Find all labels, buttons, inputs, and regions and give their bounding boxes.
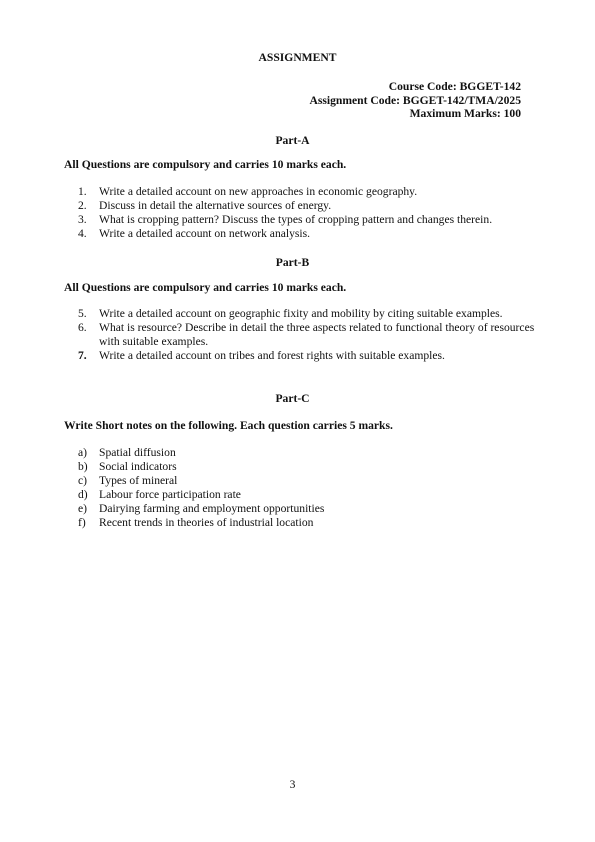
item-letter: e) bbox=[78, 502, 88, 515]
item-letter: b) bbox=[78, 460, 88, 473]
assignment-code: Assignment Code: BGGET-142/TMA/2025 bbox=[309, 93, 521, 107]
question-item bbox=[78, 227, 548, 241]
question-text: Write a detailed account on geographic fixity and mobility by citing suitable examples. bbox=[99, 307, 503, 320]
item-letter: d) bbox=[78, 488, 88, 501]
list-item bbox=[78, 446, 548, 460]
question-number: 1. bbox=[78, 185, 87, 198]
question-item bbox=[78, 213, 548, 227]
item-letter: f) bbox=[78, 516, 86, 529]
question-text: Write a detailed account on network analysis. bbox=[99, 227, 311, 240]
part-b-instruction: All Questions are compulsory and carries 10 marks each. bbox=[64, 281, 347, 294]
item-text: Recent trends in theories of industrial location bbox=[99, 516, 314, 529]
part-c-heading: Part-C bbox=[275, 392, 310, 405]
part-c-short-notes-list bbox=[78, 446, 548, 530]
question-number: 5. bbox=[78, 307, 87, 320]
question-text: Discuss in detail the alternative sources of energy. bbox=[99, 199, 332, 212]
list-item bbox=[78, 488, 548, 502]
question-number: 2. bbox=[78, 199, 87, 212]
question-item bbox=[78, 349, 548, 363]
question-text: What is resource? Describe in detail the three aspects related to functional theory of resources with suitable examples. bbox=[99, 321, 535, 348]
question-number: 4. bbox=[78, 227, 87, 240]
question-item bbox=[78, 199, 548, 213]
item-letter: a) bbox=[78, 446, 88, 459]
list-item bbox=[78, 474, 548, 488]
assignment-codes-block bbox=[310, 80, 522, 121]
item-text: Social indicators bbox=[99, 460, 177, 473]
item-text: Types of mineral bbox=[99, 474, 178, 487]
document-title: ASSIGNMENT bbox=[258, 51, 337, 64]
part-a-question-list bbox=[78, 185, 548, 241]
part-a-instruction: All Questions are compulsory and carries 10 marks each. bbox=[64, 158, 347, 171]
list-item bbox=[78, 516, 548, 530]
question-text: Write a detailed account on tribes and forest rights with suitable examples. bbox=[99, 349, 445, 362]
maximum-marks: Maximum Marks: 100 bbox=[409, 107, 521, 120]
item-text: Dairying farming and employment opportunities bbox=[99, 502, 325, 515]
part-b-heading: Part-B bbox=[275, 256, 310, 269]
item-text: Labour force participation rate bbox=[99, 488, 241, 501]
page-number: 3 bbox=[289, 778, 296, 791]
question-item bbox=[78, 321, 548, 349]
question-text: Write a detailed account on new approaches in economic geography. bbox=[99, 185, 418, 198]
part-b-question-list bbox=[78, 307, 548, 363]
question-item bbox=[78, 307, 548, 321]
part-c-instruction: Write Short notes on the following. Each question carries 5 marks. bbox=[64, 419, 393, 432]
item-text: Spatial diffusion bbox=[99, 446, 176, 459]
course-code: Course Code: BGGET-142 bbox=[388, 80, 521, 93]
question-number: 6. bbox=[78, 321, 87, 334]
question-item bbox=[78, 185, 548, 199]
question-number: 7. bbox=[78, 349, 87, 362]
list-item bbox=[78, 460, 548, 474]
item-letter: c) bbox=[78, 474, 88, 487]
question-number: 3. bbox=[78, 213, 87, 226]
list-item bbox=[78, 502, 548, 516]
part-a-heading: Part-A bbox=[275, 134, 310, 147]
question-text: What is cropping pattern? Discuss the types of cropping pattern and changes therein. bbox=[99, 213, 493, 226]
